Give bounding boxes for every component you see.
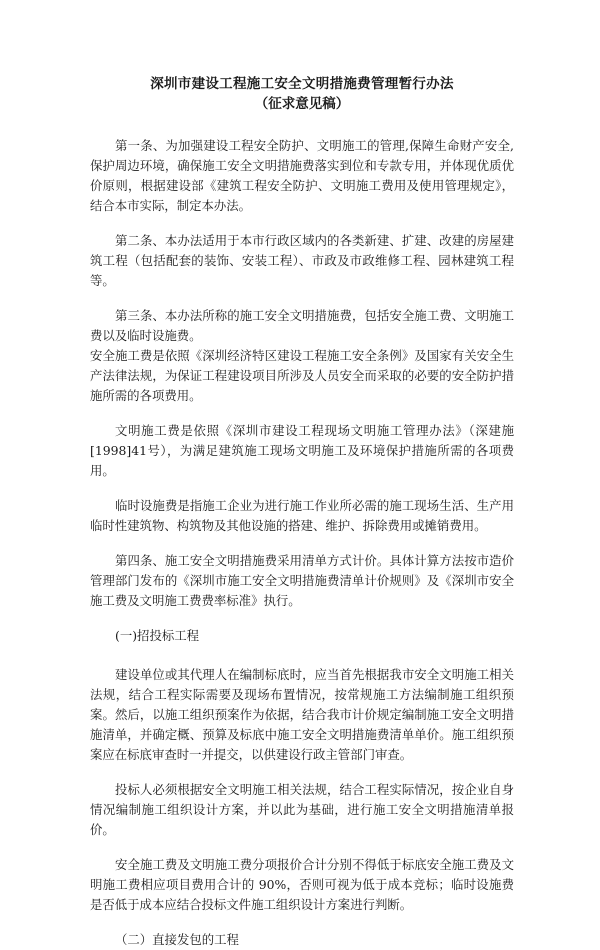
- article-1-paragraph: 第一条、为加强建设工程安全防护、文明施工的管理,保障生命财产安全,保护周边环境，确保施工安全文明措施费落实到位和专款专用，并体现优质优价原则，根据建设部《建筑工程安全防护、文明施工费用及使用管理规定》，结合本市实际，制定本办法。: [90, 138, 514, 213]
- document-title: 深圳市建设工程施工安全文明措施费管理暂行办法: [150, 76, 454, 92]
- title-block: [90, 74, 514, 114]
- section-direct-contract-heading: （二）直接发包的工程: [115, 932, 239, 947]
- section-bidding-heading: (一)招投标工程: [115, 628, 200, 643]
- bidder-paragraph: 投标人必须根据安全文明施工相关法规，结合工程实际情况，按企业自身情况编制施工组织设计方案，并以此为基础，进行施工安全文明措施清单报价。: [90, 782, 514, 837]
- article-2-paragraph: 第二条、本办法适用于本市行政区域内的各类新建、扩建、改建的房屋建筑工程（包括配套的装饰、安装工程）、市政及市政维修工程、园林建筑工程等。: [90, 233, 514, 288]
- cost-threshold-paragraph: 安全施工费及文明施工费分项报价合计分别不得低于标底安全施工费及文明施工费相应项目费用合计的 90%，否则可视为低于成本竞标；临时设施费是否低于成本应结合投标文件施工组织设计方案进行判断。: [90, 857, 514, 912]
- article-3-paragraph: 第三条、本办法所称的施工安全文明措施费，包括安全施工费、文明施工费以及临时设施费。: [90, 308, 514, 343]
- civilized-fee-paragraph: 文明施工费是依照《深圳市建设工程现场文明施工管理办法》（深建施[1998]41号），为满足建筑施工现场文明施工及环境保护措施所需的各项费用。: [90, 423, 514, 478]
- article-4-paragraph: 第四条、施工安全文明措施费采用清单方式计价。具体计算方法按市造价管理部门发布的《深圳市施工安全文明措施费清单计价规则》及《深圳市安全施工费及文明施工费费率标准》执行。: [90, 553, 514, 608]
- safety-fee-paragraph: 安全施工费是依照《深圳经济特区建设工程施工安全条例》及国家有关安全生产法律法规，为保证工程建设项目所涉及人员安全而采取的必要的安全防护措施所需的各项费用。: [90, 348, 514, 403]
- temporary-facility-fee-paragraph: 临时设施费是指施工企业为进行施工作业所必需的施工现场生活、生产用临时性建筑物、构筑物及其他设施的搭建、维护、拆除费用或摊销费用。: [90, 498, 514, 533]
- document-subtitle: （征求意见稿）: [254, 96, 350, 112]
- bidding-owner-paragraph: 建设单位或其代理人在编制标底时，应当首先根据我市安全文明施工相关法规，结合工程实际需要及现场布置情况，按常规施工方法编制施工组织预案。然后，以施工组织预案作为依据，结合我市计价规定编制施工安全文明措施清单，并确定概、预算及标底中施工安全文明措施费清单单价。施工组织预案应在标底审查时一并提交，以供建设行政主管部门审查。: [90, 667, 514, 762]
